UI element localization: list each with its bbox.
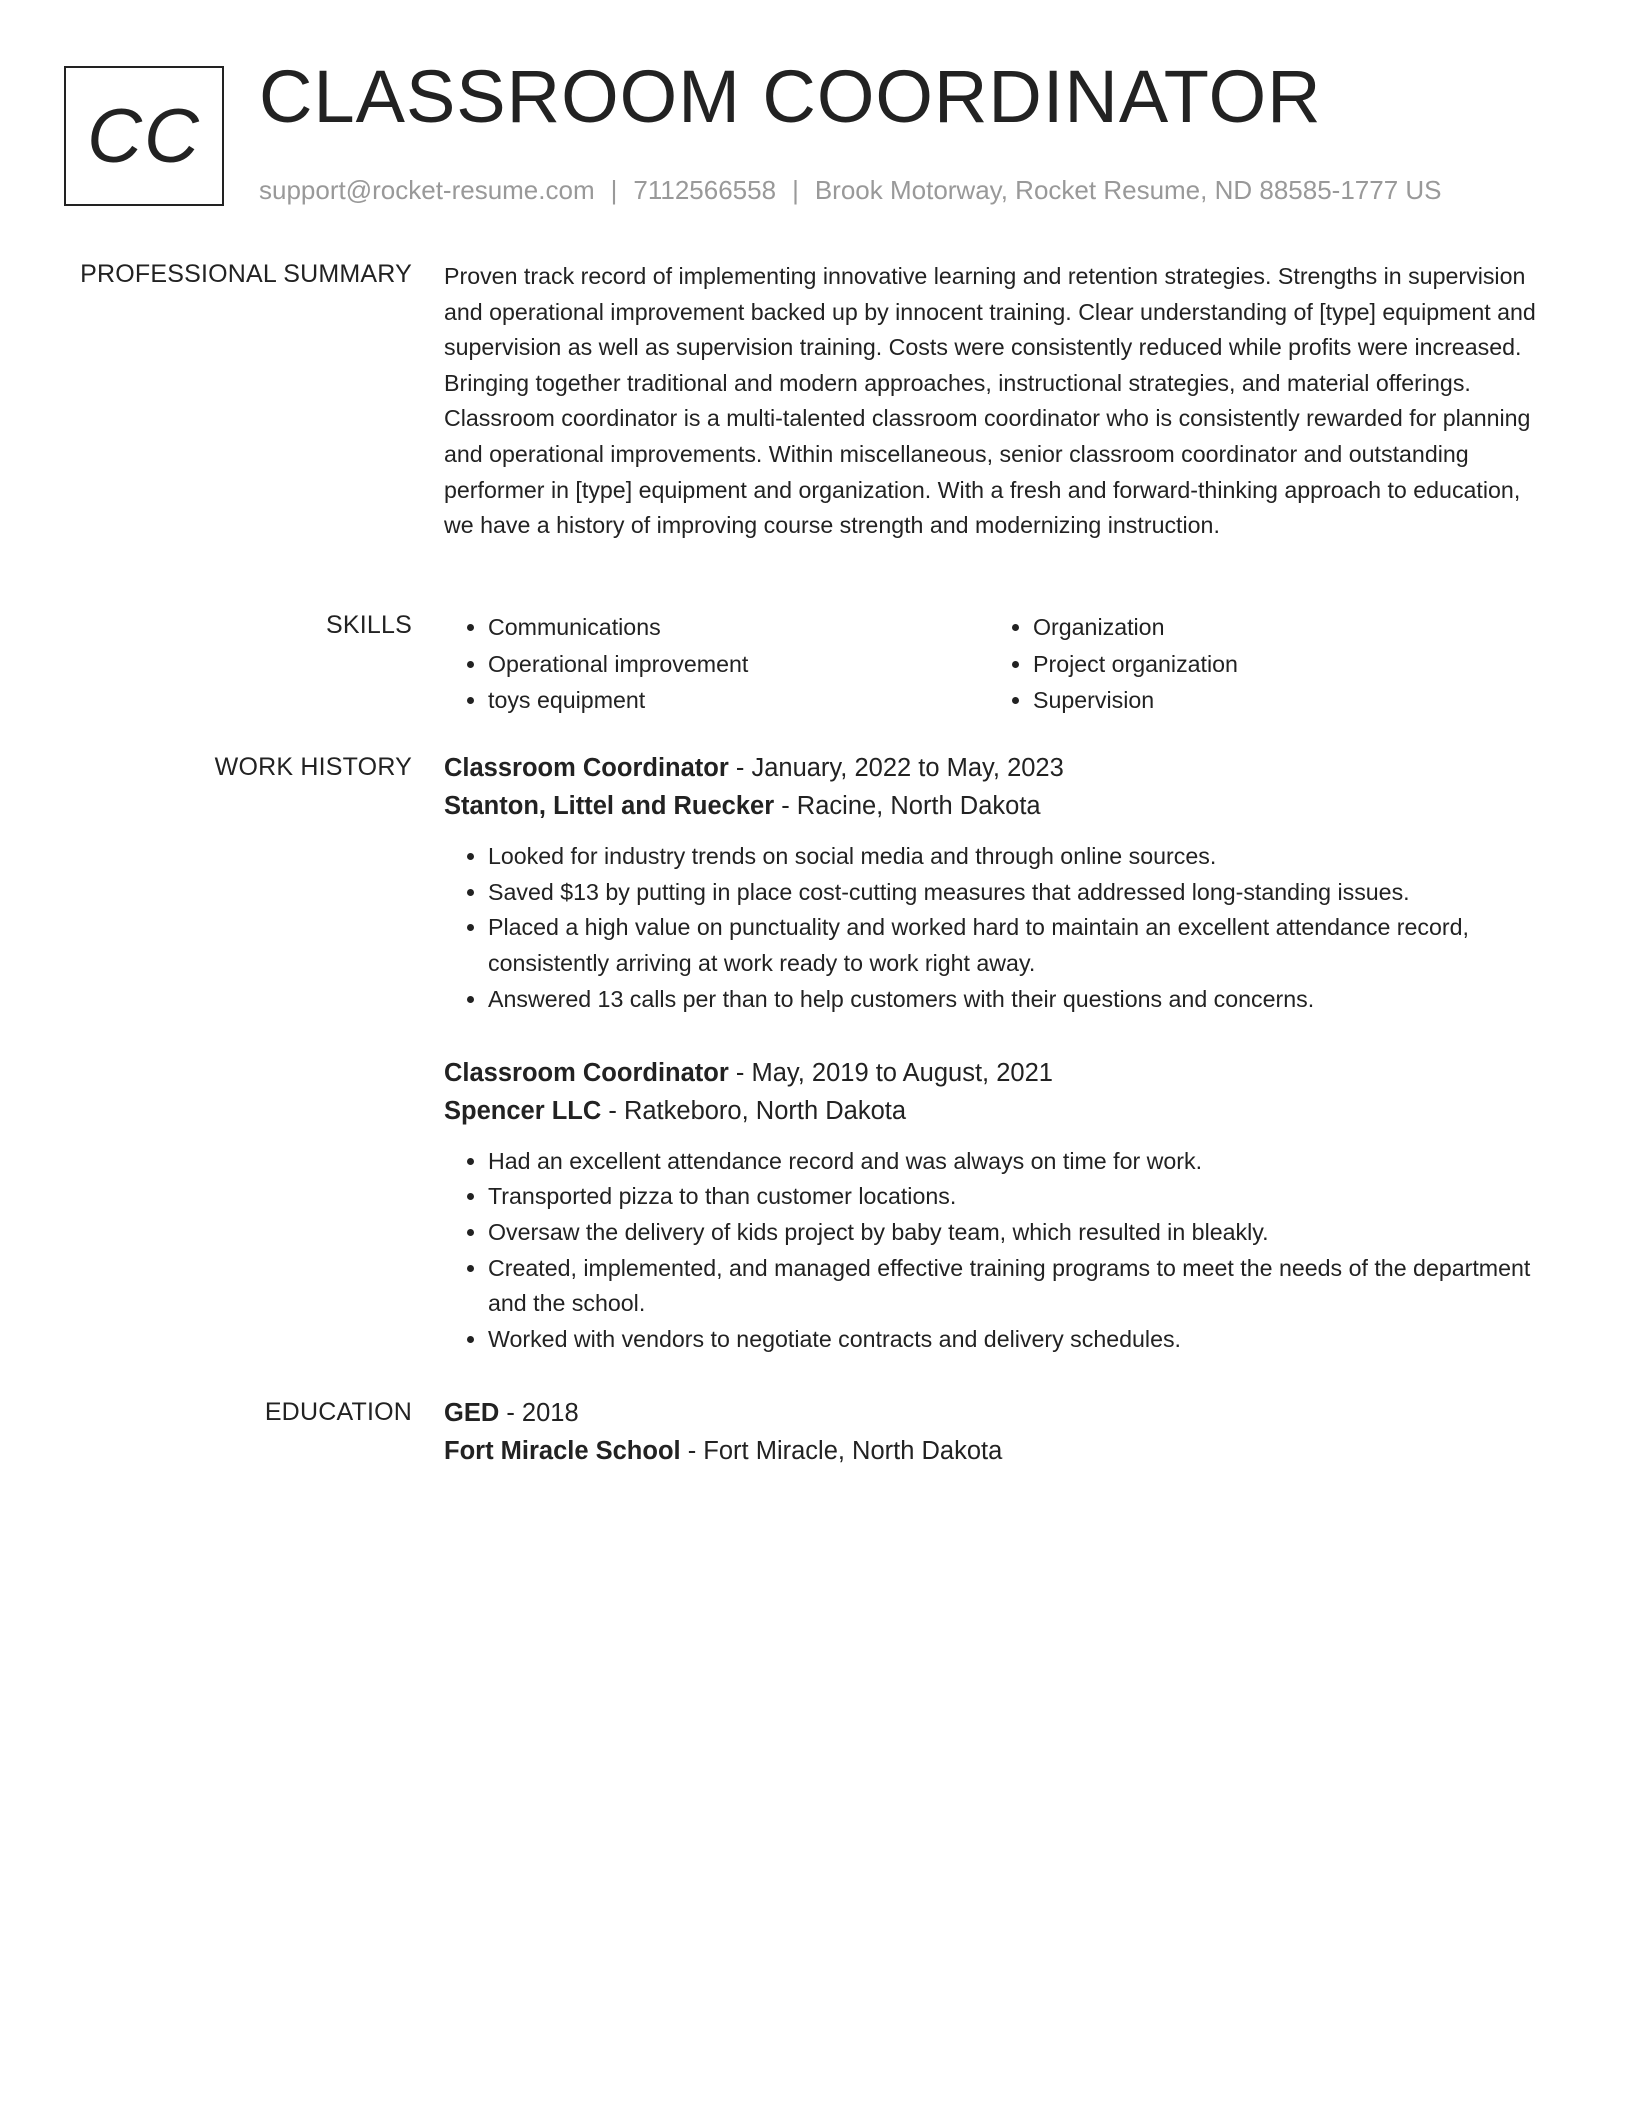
education-heading: EDUCATION bbox=[264, 1398, 412, 1426]
job-bullet: • Oversaw the delivery of kids project by baby team, which resulted in bleakly. bbox=[488, 1215, 1556, 1251]
skills-list-right bbox=[989, 609, 1534, 719]
skills-heading: SKILLS bbox=[326, 611, 412, 639]
job-bullet: • Had an excellent attendance record and was always on time for work. bbox=[488, 1144, 1556, 1180]
skill-item: • Organization bbox=[1033, 609, 1534, 646]
job-dates: - January, 2022 to May, 2023 bbox=[728, 754, 1064, 782]
contact-phone[interactable]: 7112566558 bbox=[633, 175, 777, 205]
contact-line bbox=[259, 175, 1442, 206]
skills-body bbox=[444, 609, 1556, 719]
skills-grid bbox=[444, 609, 1556, 719]
skill-item: • Project organization bbox=[1033, 646, 1534, 683]
job-location: - Racine, North Dakota bbox=[774, 792, 1041, 820]
job-bullet: • Worked with vendors to negotiate contracts and delivery schedules. bbox=[488, 1322, 1556, 1358]
job-bullet: • Looked for industry trends on social media and through online sources. bbox=[488, 839, 1556, 875]
job-company-line bbox=[444, 787, 1556, 825]
skill-item: • toys equipment bbox=[488, 682, 989, 719]
job-dates: - May, 2019 to August, 2021 bbox=[728, 1058, 1053, 1087]
education-location: - Fort Miracle, North Dakota bbox=[680, 1437, 1003, 1465]
job-location: - Ratkeboro, North Dakota bbox=[601, 1096, 907, 1125]
contact-email[interactable]: support@rocket-resume.com bbox=[259, 175, 595, 205]
contact-separator: | bbox=[610, 175, 618, 205]
education-body bbox=[444, 1394, 1556, 1470]
skill-item: • Supervision bbox=[1033, 682, 1534, 719]
job-company: Spencer LLC bbox=[444, 1096, 602, 1125]
job-title-line bbox=[444, 1054, 1556, 1092]
education-school: Fort Miracle School bbox=[444, 1437, 681, 1465]
job-bullet: • Placed a high value on punctuality and worked hard to maintain an excellent attendance record, consistently arriving at work ready to work right away. bbox=[488, 910, 1556, 981]
job-bullet: • Transported pizza to than customer locations. bbox=[488, 1179, 1556, 1215]
job-bullet: • Saved $13 by putting in place cost-cutting measures that addressed long-standing issues. bbox=[488, 875, 1556, 911]
skill-item: • Communications bbox=[488, 609, 989, 646]
summary-body bbox=[444, 259, 1556, 544]
contact-separator: | bbox=[792, 175, 799, 205]
job-entry bbox=[444, 1054, 1556, 1358]
job-title: Classroom Coordinator bbox=[444, 1058, 729, 1087]
candidate-name: CLASSROOM COORDINATOR bbox=[259, 55, 1322, 138]
job-title: Classroom Coordinator bbox=[444, 754, 729, 782]
skills-list-left bbox=[444, 609, 989, 719]
job-company: Stanton, Littel and Ruecker bbox=[444, 792, 775, 820]
work-body bbox=[444, 749, 1556, 1394]
job-bullets bbox=[444, 1144, 1556, 1358]
job-title-line bbox=[444, 749, 1556, 787]
education-school-line bbox=[444, 1432, 1556, 1470]
skill-item: • Operational improvement bbox=[488, 646, 989, 683]
job-bullets bbox=[444, 839, 1556, 1018]
job-entry bbox=[444, 749, 1556, 1018]
job-bullet: • Created, implemented, and managed effective training programs to meet the needs of the department and the school. bbox=[488, 1251, 1556, 1322]
monogram-badge: CC bbox=[64, 66, 224, 206]
contact-address: Brook Motorway, Rocket Resume, ND 88585-1777 US bbox=[814, 175, 1442, 205]
job-bullet: • Answered 13 calls per than to help customers with their questions and concerns. bbox=[488, 982, 1556, 1018]
summary-text: Proven track record of implementing innovative learning and retention strategies. Strengths in supervision and operational improvement backed up by innocent training. Clear understanding of [type] equipment and supervision as well as supervision training. Costs were consistently reduced while profits were increased. Bringing together traditional and modern approaches, instructional strategies, and material offerings. Classroom coordinator is a multi-talented classroom coordinator who is consistently rewarded for planning and operational improvements. Within miscellaneous, senior classroom coordinator and outstanding performer in [type] equipment and organization. With a fresh and forward-thinking approach to education, we have a history of improving course strength and modernizing instruction. bbox=[444, 263, 1536, 539]
summary-heading: PROFESSIONAL SUMMARY bbox=[80, 260, 412, 288]
education-year: - 2018 bbox=[499, 1399, 579, 1427]
education-degree-line bbox=[444, 1394, 1556, 1432]
work-heading: WORK HISTORY bbox=[214, 753, 412, 781]
job-company-line bbox=[444, 1092, 1556, 1130]
education-degree: GED bbox=[444, 1399, 500, 1427]
